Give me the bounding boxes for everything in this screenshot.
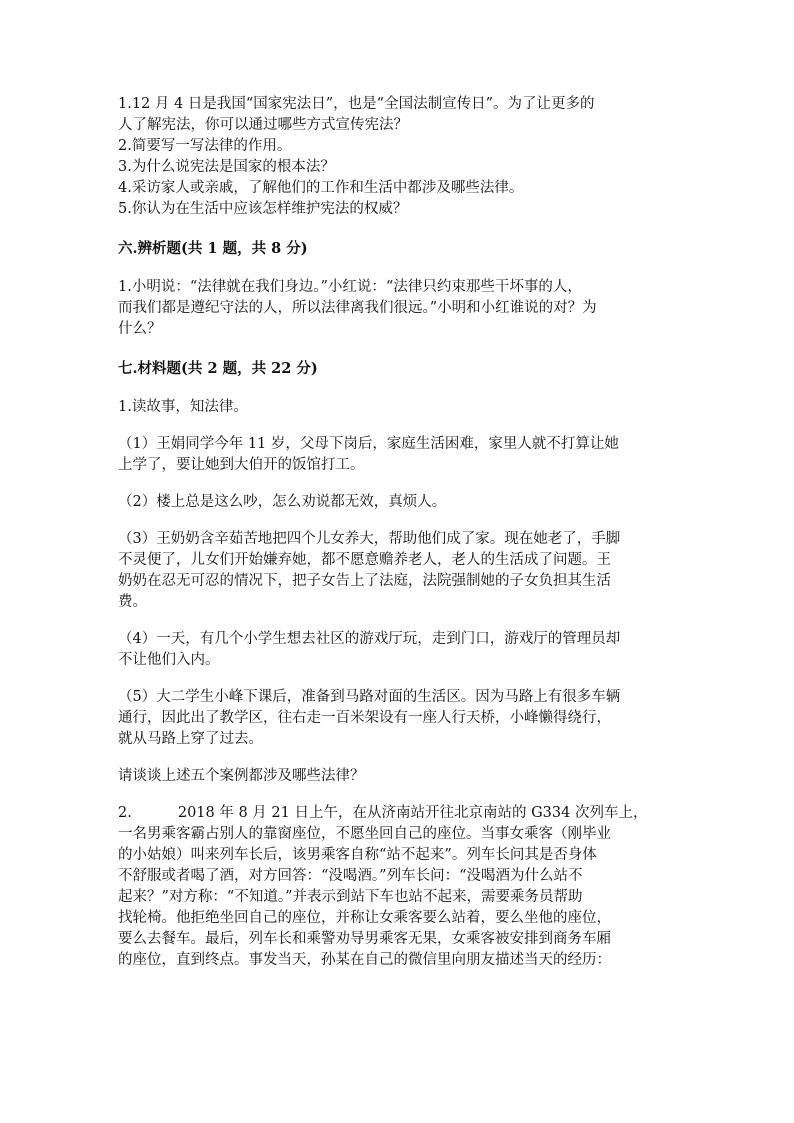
- case-3-line3: 奶奶在忍无可忍的情况下，把子女告上了法庭，法院强制她的子女负担其生活: [118, 573, 611, 589]
- q5-4: 4.采访家人或亲戚，了解他们的工作和生活中都涉及哪些法律。: [118, 180, 524, 196]
- case-5: [118, 687, 678, 750]
- document-page: [118, 94, 678, 971]
- q6-1-line2: 而我们都是遵纪守法的人，所以法律离我们很远。”小明和小红谁说的对？为: [118, 300, 597, 316]
- q7-2-line7: 要么去餐车。最后，列车长和乘警劝导男乘客无果，女乘客被安排到商务车厢: [118, 931, 611, 947]
- case-1-line1: （1）王娟同学今年 11 岁，父母下岗后，家庭生活困难，家里人就不打算让她: [118, 436, 619, 452]
- q7-2-passage: [118, 803, 678, 971]
- case-1-line2: 上学了，要让她到大伯开的饭馆打工。: [118, 457, 365, 473]
- section5-questions: [118, 94, 678, 220]
- q5-1-line1: 1.12 月 4 日是我国“国家宪法日”，也是“全国法制宣传日”。为了让更多的: [118, 96, 595, 112]
- q7-2-line5: 起来？”对方称：“不知道。”并表示到站下车也站不起来，需要乘务员帮助: [118, 889, 583, 905]
- q5-1-line2: 人了解宪法，你可以通过哪些方式宣传宪法？: [118, 117, 408, 133]
- q7-2-line1: [118, 803, 678, 824]
- q7-2-line6: 找轮椅。他拒绝坐回自己的座位，并称让女乘客要么站着，要么坐他的座位，: [118, 910, 611, 926]
- q5-3: 3.为什么说宪法是国家的根本法？: [118, 159, 335, 175]
- case-3: [118, 529, 678, 613]
- section6-heading: 六.辨析题(共 1 题，共 8 分): [118, 240, 308, 257]
- q6-1-line1: 1.小明说：“法律就在我们身边。”小红说：“法律只约束那些干坏事的人，: [118, 279, 582, 295]
- q7-2-line3: 的小姑娘）叫来列车长后，该男乘客自称“站不起来”。列车长问其是否身体: [118, 847, 597, 863]
- section6-question: [118, 277, 678, 340]
- case-2-line1: （2）楼上总是这么吵，怎么劝说都无效，真烦人。: [118, 494, 447, 510]
- q7-2-line1-text: 2018 年 8 月 21 日上午，在从济南站开往北京南站的 G334 次列车上，: [177, 805, 648, 821]
- case-4-line2: 不让他们入内。: [118, 652, 220, 668]
- case-3-line4: 费。: [118, 594, 147, 610]
- q7-1-question: 请谈谈上述五个案例都涉及哪些法律？: [118, 768, 365, 784]
- q7-2-line4: 不舒服或者喝了酒，对方回答：“没喝酒。”列车长问：“没喝酒为什么站不: [118, 868, 583, 884]
- q7-2-line8: 的座位，直到终点。事发当天，孙某在自己的微信里向朋友描述当天的经历：: [118, 952, 611, 968]
- case-3-line2: 不灵便了，儿女们开始嫌弃她，都不愿意赡养老人，老人的生活成了问题。王: [118, 552, 611, 568]
- case-1: [118, 434, 678, 476]
- q6-1-line3: 什么？: [118, 321, 162, 337]
- q7-1-title: 1.读故事，知法律。: [118, 399, 248, 415]
- q7-2-number: 2.: [118, 805, 132, 821]
- q5-2: 2.简要写一写法律的作用。: [118, 138, 292, 154]
- case-4: [118, 629, 678, 671]
- case-3-line1: （3）王奶奶含辛茹苦地把四个儿女养大，帮助他们成了家。现在她老了，手脚: [118, 531, 621, 547]
- case-4-line1: （4）一天，有几个小学生想去社区的游戏厅玩，走到门口，游戏厅的管理员却: [118, 631, 621, 647]
- case-5-line2: 通行，因此出了教学区，往右走一百米架设有一座人行天桥，小峰懒得绕行，: [118, 710, 611, 726]
- case-5-line3: 就从马路上穿了过去。: [118, 731, 263, 747]
- case-5-line1: （5）大二学生小峰下课后，准备到马路对面的生活区。因为马路上有很多车辆: [118, 689, 621, 705]
- section7-heading: 七.材料题(共 2 题，共 22 分): [118, 360, 318, 377]
- case-2: [118, 492, 678, 513]
- q5-5: 5.你认为在生活中应该怎样维护宪法的权威？: [118, 201, 408, 217]
- q7-2-line2: 一名男乘客霸占别人的靠窗座位，不愿坐回自己的座位。当事女乘客（刚毕业: [118, 826, 611, 842]
